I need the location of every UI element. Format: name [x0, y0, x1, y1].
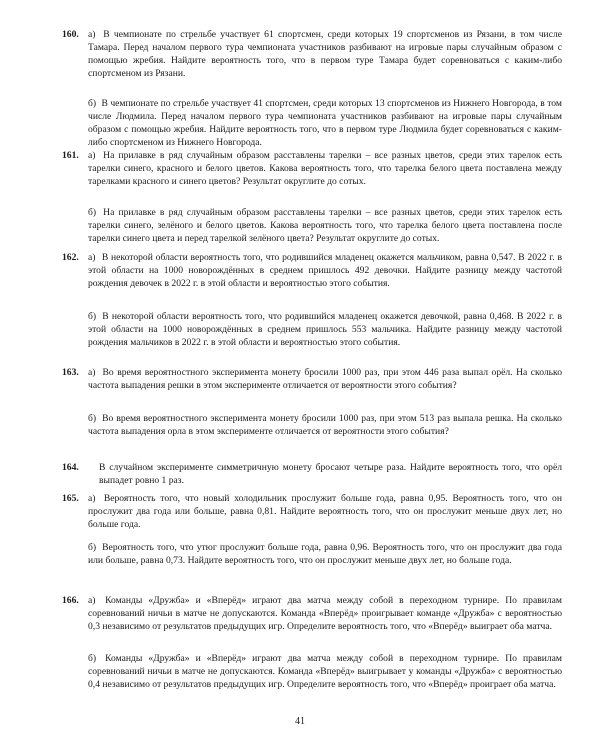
problem-part-a	[88, 492, 562, 531]
problem-part-b	[88, 206, 562, 245]
part-label: б)	[88, 98, 97, 109]
part-label: б)	[88, 653, 97, 664]
part-text: В чемпионате по стрельбе участвует 41 спортсмен, среди которых 13 спортсменов из Нижнего Новгорода, в том числе Людмила. Перед началом первого тура чемпионата участников разбивают на игровые пары случайным образом с помощью жребия. Найдите вероятность того, что в первом туре Людмила будет соревноваться с каким-либо спортсменом из Нижнего Новгорода.	[88, 98, 562, 148]
part-text: В чемпионате по стрельбе участвует 61 спортсмен, среди которых 19 спортсменов из Рязани, в том числе Тамара. Перед началом первого тура чемпионата участников разбивают на игровые пары случайным образом с помощью жребия. Найдите вероятность того, что в первом туре Тамара будет соревноваться с каким-либо спортсменом из Рязани.	[88, 29, 562, 79]
part-text: Во время вероятностного эксперимента монету бросили 1000 раз, при этом 446 раза выпал орёл. На сколько частота выпадения решки в этом эксперименте отличается от вероятности этого события?	[88, 367, 562, 391]
problem-number: 161.	[62, 150, 79, 161]
problem-number: 166.	[62, 595, 79, 606]
problem-number: 160.	[62, 29, 79, 40]
part-text: На прилавке в ряд случайным образом расставлены тарелки – все разных цветов, среди этих тарелок есть тарелки синего, красного и белого цветов. Какова вероятность того, что тарелка белого цвета поставлена между тарелками красного и синего цветов? Результат округлите до сотых.	[88, 150, 562, 187]
problem-part-a	[88, 594, 562, 633]
part-text: Вероятность того, что новый холодильник прослужит больше года, равна 0,95. Вероятность того, что он прослужит два года или больше, равна 0,81. Найдите вероятность того, что он прослужит меньше двух лет, но больше года.	[88, 493, 562, 530]
problem-part-a	[88, 28, 562, 80]
part-label: а)	[88, 150, 96, 161]
part-label: б)	[88, 207, 97, 218]
page-number: 41	[295, 716, 305, 727]
part-label: а)	[88, 595, 96, 606]
problem-part-b	[88, 97, 562, 149]
problem-part-b	[88, 652, 562, 691]
problem-number: 163.	[62, 367, 79, 378]
part-text: В случайном эксперименте симметричную монету бросают четыре раза. Найдите вероятность того, что орёл выпадет ровно 1 раз.	[99, 462, 562, 486]
part-text: В некоторой области вероятность того, что родившийся младенец окажется девочкой, равна 0,468. В 2022 г. в этой области на 1000 новорождённых в среднем пришлось 553 мальчика. Найдите разницу между частотой рождения мальчиков в 2022 г. в этой области и вероятностью этого события.	[88, 311, 562, 348]
part-label: б)	[88, 311, 97, 322]
part-text: Команды «Дружба» и «Вперёд» играют два матча между собой в переходном турнире. По правилам соревнований ничьи в матче не допускаются. Команда «Вперёд» проигрывает команде «Дружба» с вероятностью 0,3 независимо от результатов предыдущих игр. Определите вероятность того, что «Вперёд» выиграет оба матча.	[88, 595, 562, 632]
part-text: На прилавке в ряд случайным образом расставлены тарелки – все разных цветов, среди этих тарелок есть тарелки синего, зелёного и белого цветов. Какова вероятность того, что тарелка белого цвета поставлена после тарелки синего цвета и перед тарелкой зелёного цвета? Результат округлите до сотых.	[88, 207, 562, 244]
problem-part-a	[88, 251, 562, 290]
problem-number: 162.	[62, 252, 79, 263]
part-text: Команды «Дружба» и «Вперёд» играют два матча между собой в переходном турнире. По правилам соревнований ничьи в матче не допускаются. Команда «Вперёд» выигрывает у команды «Дружба» с вероятностью 0,4 независимо от результатов предыдущих игр. Определите вероятность того, что «Вперёд» проиграет оба матча.	[88, 653, 562, 690]
problem-number: 165.	[62, 493, 79, 504]
part-label: а)	[88, 252, 96, 263]
part-label: б)	[88, 542, 97, 553]
part-text: В некоторой области вероятность того, что родившийся младенец окажется мальчиком, равна 0,547. В 2022 г. в этой области на 1000 новорождённых в среднем пришлось 492 девочки. Найдите разницу между частотой рождения девочек в 2022 г. в этой области и вероятностью этого события.	[88, 252, 562, 289]
problem-part-b	[88, 412, 562, 438]
part-text: Вероятность того, что утюг прослужит больше года, равна 0,96. Вероятность того, что он прослужит два года или больше, равна 0,73. Найдите вероятность того, что он прослужит меньше двух лет, но больше года.	[88, 542, 562, 566]
part-label: б)	[88, 413, 97, 424]
part-label: а)	[88, 29, 96, 40]
problem-number: 164.	[62, 462, 79, 473]
part-text: Во время вероятностного эксперимента монету бросили 1000 раз, при этом 513 раз выпала решка. На сколько частота выпадения орла в этом эксперименте отличается от вероятности этого события?	[88, 413, 562, 437]
problem-part	[99, 461, 562, 487]
problem-part-a	[88, 149, 562, 188]
problem-part-a	[88, 366, 562, 392]
part-label: а)	[88, 493, 96, 504]
problem-part-b	[88, 310, 562, 349]
part-label: а)	[88, 367, 96, 378]
problem-part-b	[88, 541, 562, 567]
